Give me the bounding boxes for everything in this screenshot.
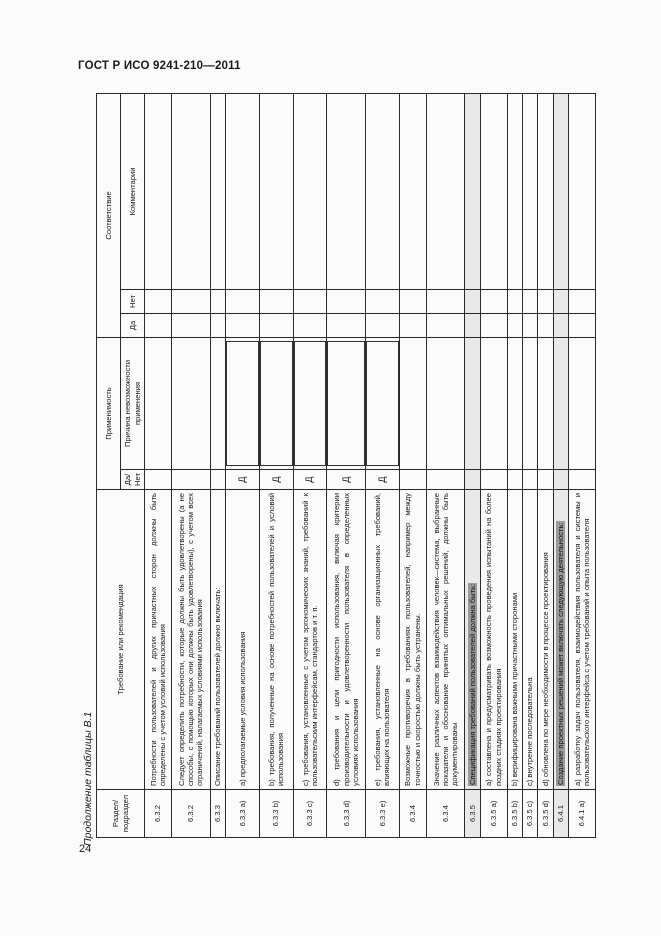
table-row-highlighted bbox=[553, 93, 568, 837]
row-comments bbox=[225, 93, 259, 289]
rotated-table-wrapper bbox=[96, 94, 596, 838]
row-section: 6.3.5 d) bbox=[538, 790, 553, 838]
row-comments bbox=[327, 93, 366, 289]
reason-box bbox=[260, 341, 293, 466]
row-conf-no bbox=[171, 289, 210, 313]
row-reason bbox=[426, 337, 465, 469]
row-section: 6.3.5 c) bbox=[522, 790, 537, 838]
row-conf-yes bbox=[522, 313, 537, 337]
row-applicability: Д bbox=[365, 470, 399, 490]
header-row-top bbox=[97, 93, 121, 837]
row-reason bbox=[327, 337, 366, 469]
table-row-highlighted bbox=[465, 93, 480, 837]
row-applicability bbox=[145, 470, 172, 490]
reason-box bbox=[226, 341, 259, 466]
row-conf-yes bbox=[145, 313, 172, 337]
table-row bbox=[225, 93, 259, 837]
requirement-highlight: Создание проектных решений может включать следующую деятельность: bbox=[556, 522, 566, 785]
row-reason bbox=[480, 337, 507, 469]
table-row bbox=[568, 93, 595, 837]
row-conf-yes bbox=[465, 313, 480, 337]
row-comments bbox=[210, 93, 225, 289]
row-section bbox=[465, 790, 480, 838]
row-requirement: b) верифицирована важными причастными сторонами bbox=[507, 490, 522, 790]
row-conf-yes bbox=[568, 313, 595, 337]
row-section bbox=[553, 790, 568, 838]
row-comments bbox=[522, 93, 537, 289]
row-section: 6.4.1 a) bbox=[568, 790, 595, 838]
row-section: 6.3.3 e) bbox=[365, 790, 399, 838]
row-comments bbox=[259, 93, 293, 289]
row-reason bbox=[399, 337, 426, 469]
row-applicability bbox=[538, 470, 553, 490]
row-comments bbox=[426, 93, 465, 289]
row-conf-no bbox=[507, 289, 522, 313]
row-reason bbox=[225, 337, 259, 469]
row-reason bbox=[465, 337, 480, 469]
row-applicability bbox=[507, 470, 522, 490]
section-highlight: 6.4.1 bbox=[556, 805, 566, 822]
row-conf-no bbox=[225, 289, 259, 313]
requirement-highlight: Спецификация требований пользователей должна быть: bbox=[467, 583, 477, 785]
header-yes-no: Да/Нет bbox=[121, 470, 145, 490]
row-section: 6.3.5 a) bbox=[480, 790, 507, 838]
row-requirement: d) обновлена по мере необходимости в процессе проектирования bbox=[538, 490, 553, 790]
row-section: 6.3.3 bbox=[210, 790, 225, 838]
row-requirement: b) требования, полученные на основе потребностей пользователей и условий использования bbox=[259, 490, 293, 790]
table-row bbox=[507, 93, 522, 837]
table-row bbox=[327, 93, 366, 837]
row-applicability bbox=[426, 470, 465, 490]
row-reason bbox=[171, 337, 210, 469]
row-comments bbox=[465, 93, 480, 289]
row-section: 6.3.4 bbox=[399, 790, 426, 838]
table-row bbox=[365, 93, 399, 837]
row-comments bbox=[399, 93, 426, 289]
row-conf-no bbox=[259, 289, 293, 313]
row-requirement bbox=[465, 490, 480, 790]
row-section: 6.3.4 bbox=[426, 790, 465, 838]
header-reason: Причина невозможности применения bbox=[121, 337, 145, 469]
row-reason bbox=[522, 337, 537, 469]
table-row bbox=[210, 93, 225, 837]
row-section: 6.3.5 b) bbox=[507, 790, 522, 838]
table-row bbox=[145, 93, 172, 837]
row-applicability bbox=[553, 470, 568, 490]
row-comments bbox=[365, 93, 399, 289]
row-conf-no bbox=[522, 289, 537, 313]
row-comments bbox=[480, 93, 507, 289]
row-applicability: Д bbox=[225, 470, 259, 490]
row-conf-no bbox=[480, 289, 507, 313]
row-applicability: Д bbox=[293, 470, 327, 490]
row-requirement bbox=[553, 490, 568, 790]
row-comments bbox=[538, 93, 553, 289]
row-requirement: a) предполагаемые условия использования bbox=[225, 490, 259, 790]
row-comments bbox=[293, 93, 327, 289]
reason-box bbox=[294, 341, 327, 466]
header-requirement: Требование или рекомендация bbox=[97, 490, 145, 790]
header-yes: Да bbox=[121, 313, 145, 337]
row-conf-no bbox=[293, 289, 327, 313]
row-conf-yes bbox=[426, 313, 465, 337]
row-comments bbox=[553, 93, 568, 289]
row-requirement: a) составлена и предусматривать возможность проведения испытаний на более поздних стадиях проектирования bbox=[480, 490, 507, 790]
row-comments bbox=[568, 93, 595, 289]
table-row bbox=[426, 93, 465, 837]
reason-box bbox=[366, 341, 399, 466]
row-section: 6.3.2 bbox=[145, 790, 172, 838]
table-row bbox=[259, 93, 293, 837]
page-number: 24 bbox=[79, 843, 92, 855]
row-requirement: Следует определить потребности, которые должны быть удовлетворены (а не способы, с помощью которых они должны быть удовлетворены), с учетом всех ограничений, налагаемых условиями использования bbox=[171, 490, 210, 790]
row-reason bbox=[365, 337, 399, 469]
table-row bbox=[399, 93, 426, 837]
row-reason bbox=[145, 337, 172, 469]
row-reason bbox=[538, 337, 553, 469]
table-row bbox=[171, 93, 210, 837]
section-highlight: 6.3.5 bbox=[467, 805, 477, 822]
row-applicability bbox=[210, 470, 225, 490]
row-conf-no bbox=[538, 289, 553, 313]
table-row bbox=[538, 93, 553, 837]
row-conf-yes bbox=[210, 313, 225, 337]
table-continuation-caption: Продолжение таблицы В.1 bbox=[82, 711, 94, 846]
header-conformance: Соответствие bbox=[97, 93, 121, 337]
row-requirement: Значение различных аспектов взаимодействия человек—система, выбранные показатели и обоснование принятых оптимальных решений, должны быть документированы bbox=[426, 490, 465, 790]
row-conf-yes bbox=[327, 313, 366, 337]
row-comments bbox=[507, 93, 522, 289]
row-applicability bbox=[399, 470, 426, 490]
row-conf-yes bbox=[480, 313, 507, 337]
row-reason bbox=[293, 337, 327, 469]
row-conf-no bbox=[365, 289, 399, 313]
row-applicability bbox=[171, 470, 210, 490]
row-requirement: a) разработку задач пользователя, взаимодействия пользователя и системы и пользовательского интерфейса с учетом требований и опыта пользователя bbox=[568, 490, 595, 790]
row-section: 6.3.3 b) bbox=[259, 790, 293, 838]
row-conf-yes bbox=[507, 313, 522, 337]
row-section: 6.3.2 bbox=[171, 790, 210, 838]
header-comments: Комментарии bbox=[121, 93, 145, 289]
row-section: 6.3.3 c) bbox=[293, 790, 327, 838]
row-conf-no bbox=[210, 289, 225, 313]
row-conf-yes bbox=[399, 313, 426, 337]
row-comments bbox=[171, 93, 210, 289]
row-conf-yes bbox=[293, 313, 327, 337]
row-conf-yes bbox=[259, 313, 293, 337]
row-conf-no bbox=[568, 289, 595, 313]
row-section: 6.3.3 a) bbox=[225, 790, 259, 838]
row-reason bbox=[568, 337, 595, 469]
row-reason bbox=[259, 337, 293, 469]
row-requirement: c) требования, установленные с учетом эргономических знаний, требований к пользовательским интерфейсам, стандартов и т. п. bbox=[293, 490, 327, 790]
row-conf-no bbox=[426, 289, 465, 313]
table-row bbox=[293, 93, 327, 837]
row-conf-yes bbox=[171, 313, 210, 337]
row-applicability: Д bbox=[327, 470, 366, 490]
table-row bbox=[522, 93, 537, 837]
row-requirement: Потребности пользователей и других причастных сторон должны быть определены с учетом условий использования bbox=[145, 490, 172, 790]
row-applicability: Д bbox=[259, 470, 293, 490]
row-requirement: e) требования, установленные на основе организационных требований, влияющих на пользователя bbox=[365, 490, 399, 790]
row-conf-yes bbox=[365, 313, 399, 337]
row-conf-yes bbox=[553, 313, 568, 337]
row-requirement: Описание требований пользователей должно включать: bbox=[210, 490, 225, 790]
table-row bbox=[480, 93, 507, 837]
header-applicability: Применимость bbox=[97, 337, 121, 489]
requirements-table bbox=[96, 93, 596, 838]
row-applicability bbox=[465, 470, 480, 490]
row-conf-no bbox=[145, 289, 172, 313]
row-reason bbox=[210, 337, 225, 469]
row-requirement: c) внутренне последовательна bbox=[522, 490, 537, 790]
row-applicability bbox=[522, 470, 537, 490]
row-conf-yes bbox=[538, 313, 553, 337]
row-conf-no bbox=[465, 289, 480, 313]
row-conf-no bbox=[553, 289, 568, 313]
row-applicability bbox=[568, 470, 595, 490]
row-section: 6.3.3 d) bbox=[327, 790, 366, 838]
row-applicability bbox=[480, 470, 507, 490]
row-requirement: d) требования и цели пригодности использования, включая критерии производительности и удовлетворенности пользователя в определенных условиях использования bbox=[327, 490, 366, 790]
reason-box bbox=[327, 341, 365, 466]
row-comments bbox=[145, 93, 172, 289]
row-requirement: Возможные противоречия в требованиях пользователей, например между точностью и скоростью должны быть устранены. bbox=[399, 490, 426, 790]
row-conf-no bbox=[327, 289, 366, 313]
header-no: Нет bbox=[121, 289, 145, 313]
document-title: ГОСТ Р ИСО 9241-210—2011 bbox=[78, 60, 241, 72]
row-reason bbox=[553, 337, 568, 469]
row-conf-no bbox=[399, 289, 426, 313]
header-section: Раздел/ подраздел bbox=[97, 790, 145, 838]
row-reason bbox=[507, 337, 522, 469]
row-conf-yes bbox=[225, 313, 259, 337]
